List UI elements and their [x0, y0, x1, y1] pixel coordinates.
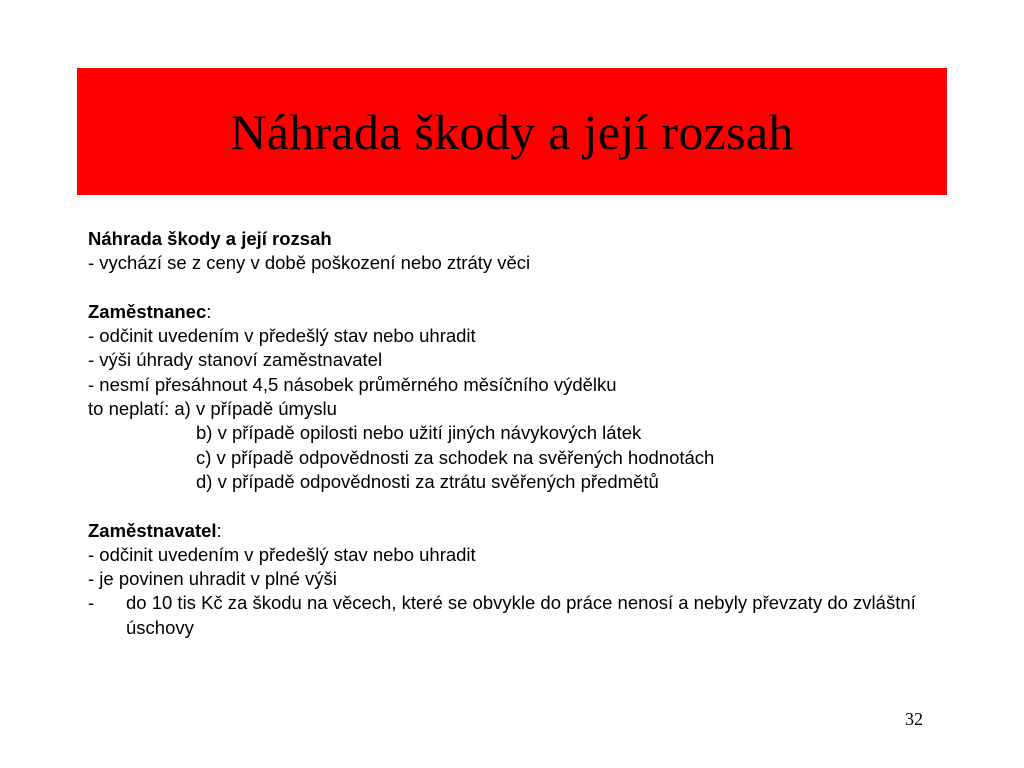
exception-item: b) v případě opilosti nebo užití jiných návykových látek	[196, 422, 642, 444]
employer-item: - odčinit uvedením v předešlý stav nebo uhradit	[88, 543, 476, 565]
employee-item: - výši úhrady stanoví zaměstnavatel	[88, 349, 383, 371]
employer-heading-colon: :	[216, 519, 222, 541]
bullet-text: do 10 tis Kč za škodu na věcech, které se obvykle do práce nenosí a nebyly převzaty do zvláštní úschovy	[126, 592, 916, 638]
employee-heading-line	[88, 300, 928, 324]
bullet-dash: -	[88, 592, 95, 614]
page-number: 32	[905, 709, 923, 729]
employer-heading-line	[88, 519, 928, 543]
exception-item: d) v případě odpovědnosti za ztrátu svěřených předmětů	[196, 470, 659, 492]
title-bar	[77, 68, 947, 195]
intro-heading: Náhrada škody a její rozsah	[88, 228, 332, 249]
employer-heading: Zaměstnavatel	[88, 519, 217, 541]
slide-content	[88, 227, 928, 640]
employee-heading: Zaměstnanec	[88, 300, 207, 322]
employer-bullet	[88, 591, 928, 640]
employer-item: - je povinen uhradit v plné výši	[88, 568, 337, 590]
intro-line: - vychází se z ceny v době poškození nebo ztráty věci	[88, 252, 531, 274]
spacer	[88, 276, 928, 300]
employee-heading-colon: :	[206, 300, 212, 322]
spacer	[88, 494, 928, 518]
slide-title: Náhrada škody a její rozsah	[230, 103, 794, 160]
employee-item: - odčinit uvedením v předešlý stav nebo uhradit	[88, 325, 476, 347]
exception-lead: to neplatí: a) v případě úmyslu	[88, 398, 337, 420]
employee-item: - nesmí přesáhnout 4,5 násobek průměrného měsíčního výdělku	[88, 373, 617, 395]
exception-item: c) v případě odpovědnosti za schodek na svěřených hodnotách	[196, 446, 715, 468]
